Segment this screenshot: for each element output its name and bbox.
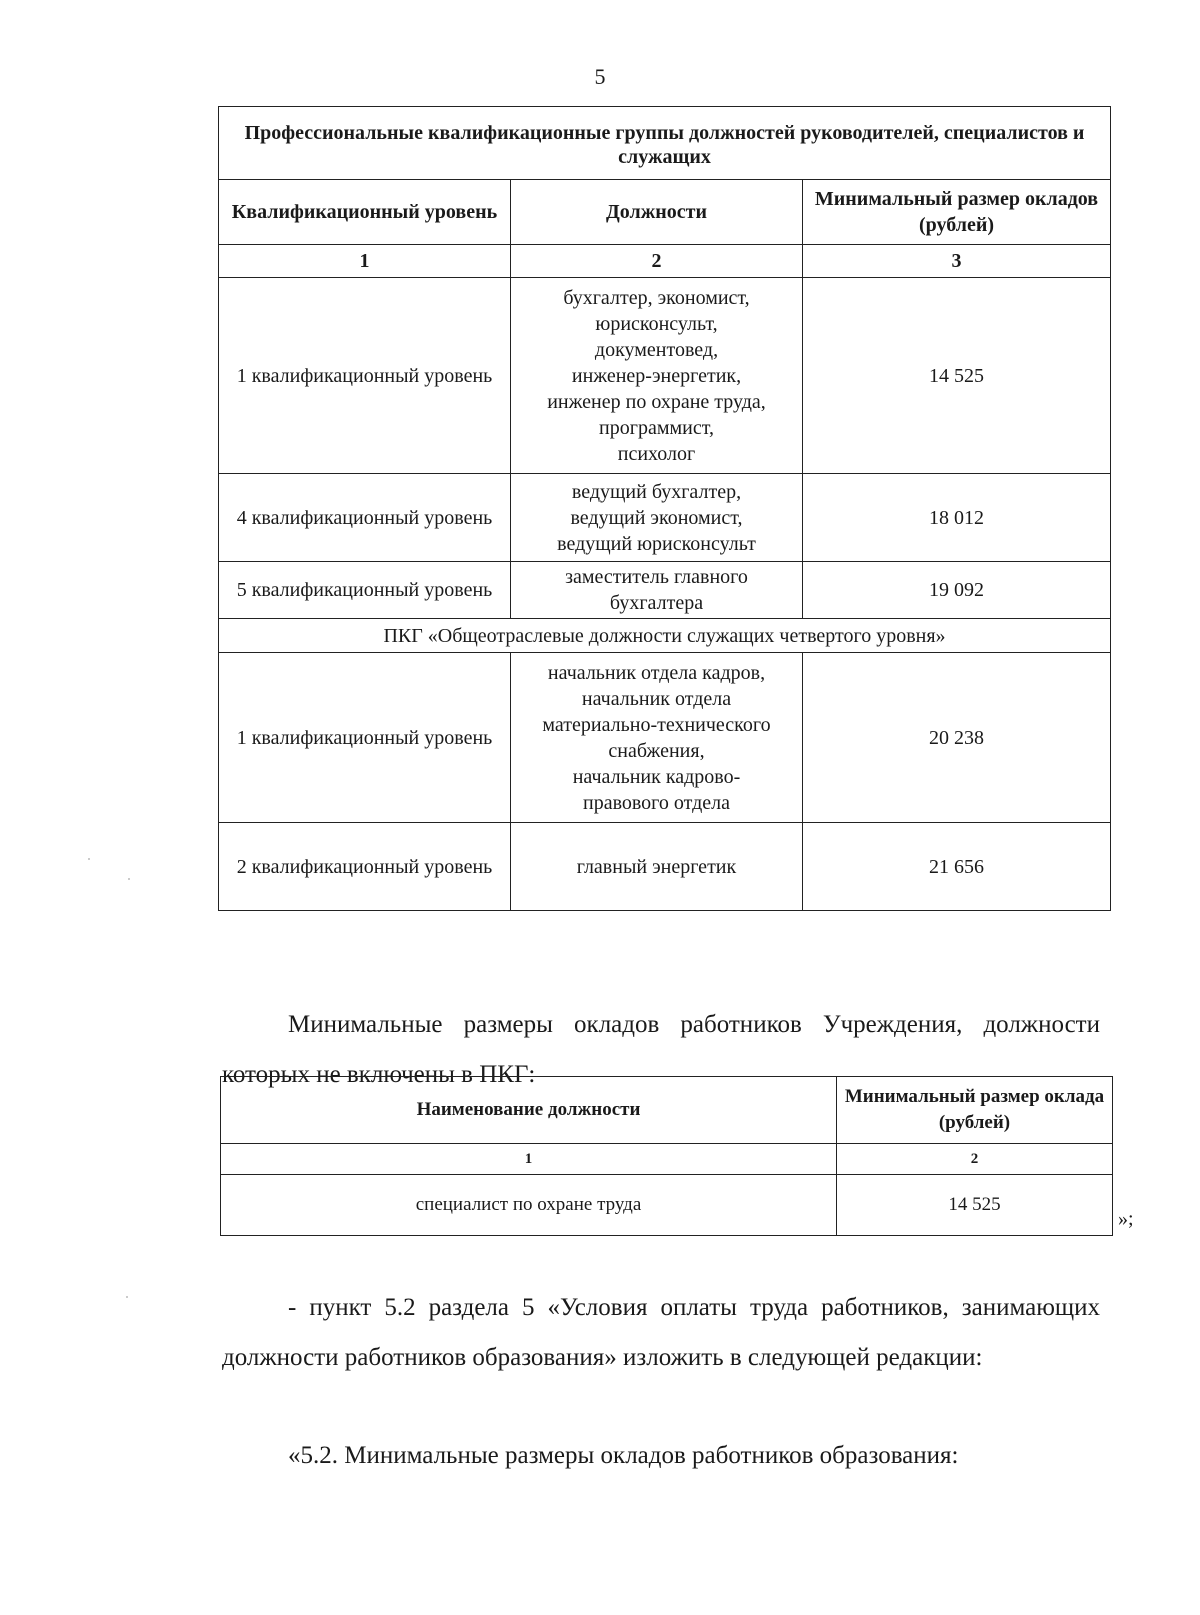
position-line: снабжения, [608,739,705,762]
column-number: 2 [511,245,803,278]
page-number: 5 [594,64,606,89]
position-line: материально-технического [542,713,771,736]
column-number: 3 [803,245,1111,278]
salary-cell: 19 092 [803,562,1111,619]
position-line: бухгалтер, экономист, [563,286,750,309]
position-line: главный энергетик [576,855,737,878]
position-cell: специалист по охране труда [221,1175,837,1236]
column-header-salary: Минимальный размер окладов (рублей) [803,180,1111,245]
column-header-position-name: Наименование должности [221,1077,837,1144]
column-number: 1 [221,1144,837,1175]
column-number: 1 [219,245,511,278]
scan-speck [128,878,130,880]
level-cell: 4 квалификационный уровень [219,474,511,562]
position-line: юрисконсульт, [595,312,718,335]
positions-cell [511,278,803,474]
position-line: программист, [599,416,714,439]
salary-table-pkg [218,106,1111,911]
table-row [219,823,1111,911]
column-number: 2 [837,1144,1113,1175]
position-line: начальник отдела кадров, [547,661,766,684]
section-title-row: ПКГ «Общеотраслевые должности служащих четвертого уровня» [219,619,1111,653]
position-line: заместитель главного [565,566,748,588]
salary-cell: 18 012 [803,474,1111,562]
column-header-salary: Минимальный размер оклада (рублей) [837,1077,1113,1144]
salary-cell: 14 525 [803,278,1111,474]
salary-cell: 20 238 [803,653,1111,823]
salary-table-non-pkg [220,1076,1113,1236]
position-line: бухгалтера [609,592,704,614]
scan-speck [88,858,90,860]
level-cell: 1 квалификационный уровень [219,653,511,823]
table-row [219,474,1111,562]
position-line: документовед, [594,338,719,361]
position-line: ведущий юрисконсульт [557,532,756,555]
column-header-level: Квалификационный уровень [219,180,511,245]
salary-cell: 14 525 [837,1175,1113,1236]
position-line: инженер по охране труда, [547,390,766,413]
position-line: ведущий бухгалтер, [571,480,742,503]
paragraph-amendment: - пункт 5.2 раздела 5 «Условия оплаты труда работников, занимающих должности работников образования» изложить в следующей редакции: [222,1294,1100,1371]
level-cell: 2 квалификационный уровень [219,823,511,911]
position-line: правового отдела [582,791,731,814]
positions-cell [511,653,803,823]
level-cell: 5 квалификационный уровень [219,562,511,619]
positions-cell [511,474,803,562]
level-cell: 1 квалификационный уровень [219,278,511,474]
position-line: начальник отдела [581,687,732,710]
position-line: психолог [617,442,696,465]
table-row [219,562,1111,619]
salary-cell: 21 656 [803,823,1111,911]
table-row [221,1175,1113,1236]
table-row [219,278,1111,474]
scan-speck [126,1296,128,1298]
position-line: ведущий экономист, [570,506,743,529]
paragraph-section-5-2: «5.2. Минимальные размеры окладов работников образования: [288,1442,959,1469]
position-line: инженер-энергетик, [571,364,742,387]
positions-cell [511,562,803,619]
positions-cell [511,823,803,911]
position-line: начальник кадрово- [572,765,741,788]
table-title: Профессиональные квалификационные группы должностей руководителей, специалистов и служащих [219,107,1111,180]
closing-quote: »; [1118,1208,1134,1230]
table-row [219,653,1111,823]
paragraph-non-pkg: Минимальные размеры окладов работников Учреждения, должности которых не включены в ПКГ: [222,1011,1100,1088]
column-header-positions: Должности [511,180,803,245]
